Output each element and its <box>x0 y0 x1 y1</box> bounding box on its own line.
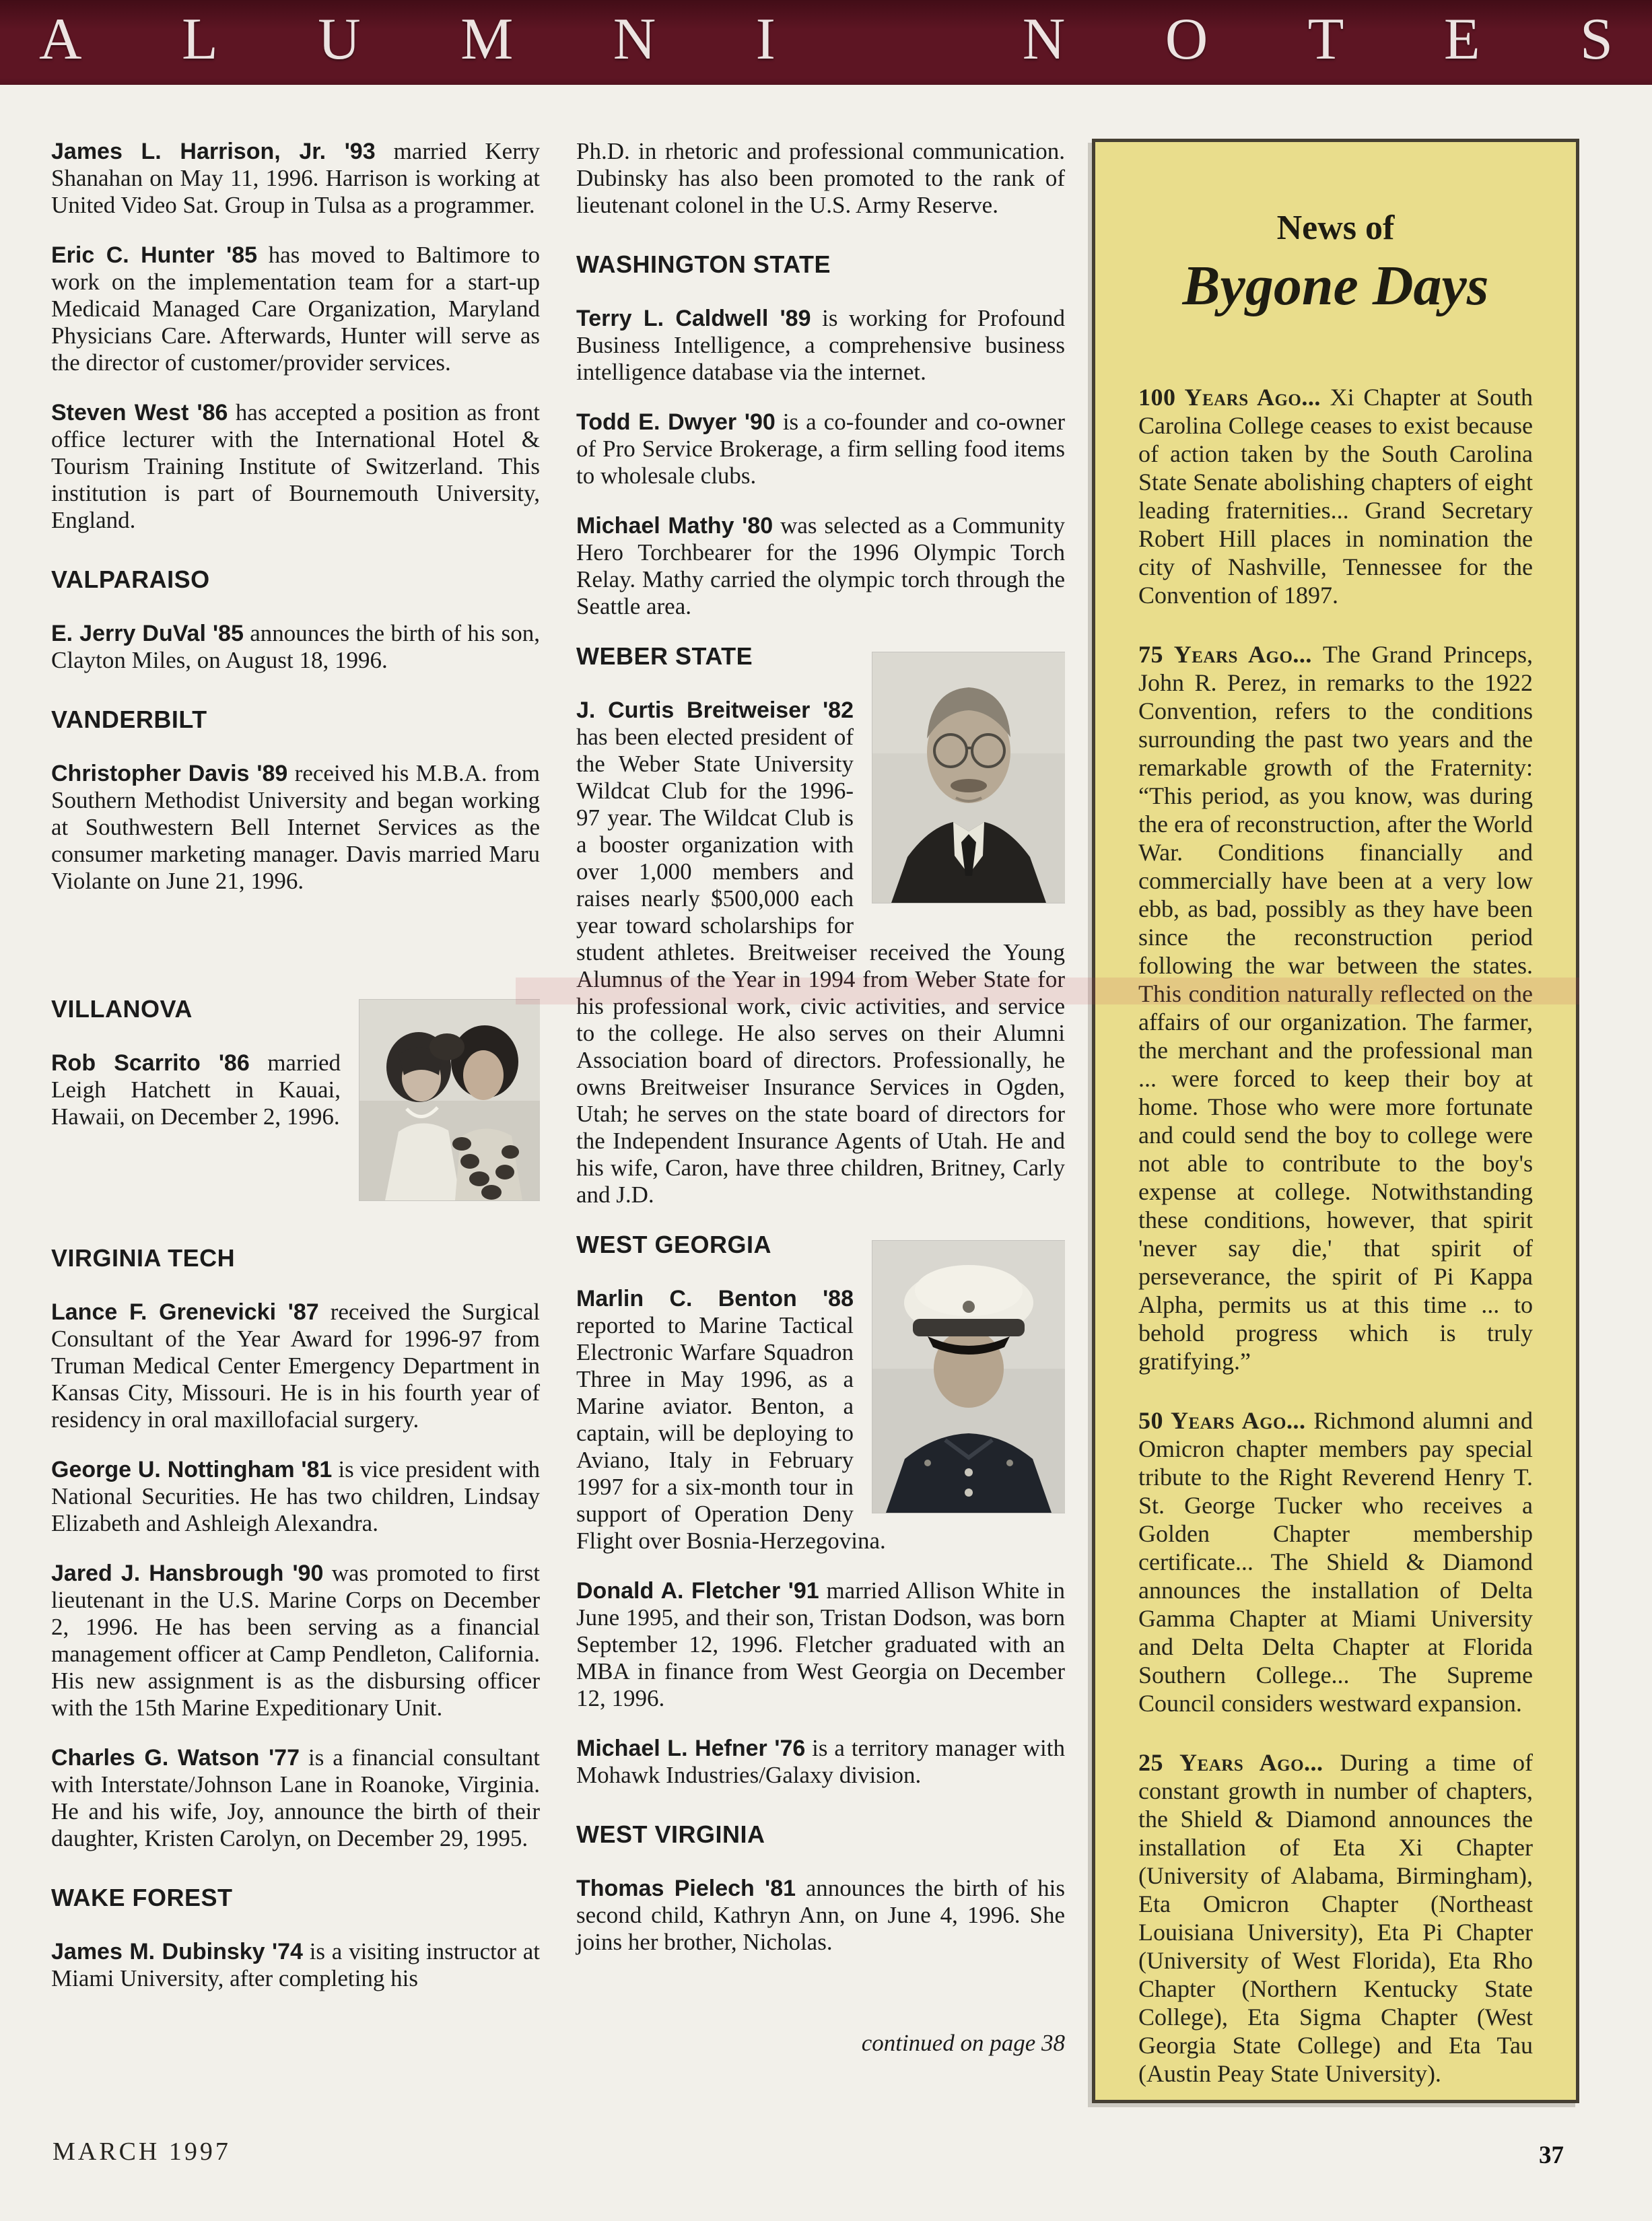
entry-text: reported to Marine Tactical Electronic Warfare Squadron Three in May 1996, as a Marine aviator. Benton, a captain, will be deploying to Aviano, Italy in February 1997 for a six-month tour in support of Operation Deny Flight over Bosnia-Herzegovina. <box>576 1312 886 1554</box>
news-of-bygone-days-box <box>1092 139 1579 2103</box>
masthead-letter: N <box>613 7 656 72</box>
alumni-entry <box>576 1875 1065 1956</box>
alumni-entry <box>51 1560 540 1721</box>
entry-text: received his M.B.A. from Southern Methodist University and began working at Southwestern Bell Internet Services as the consumer marketing manager. Davis married Maru Violante on June 21, 1996. <box>51 760 541 894</box>
bygone-lead: 25 Years Ago... <box>1138 1749 1323 1776</box>
entry-text: was promoted to first lieutenant in the U.S. Marine Corps on December 2, 1996. He has been serving as a financial management officer at Camp Pendleton, California. His new assignment is as the disbursing officer with the 15th Marine Expeditionary Unit. <box>51 1560 540 1721</box>
alumni-entry <box>51 242 540 376</box>
alumni-entry <box>51 760 540 895</box>
alumnus-name: Terry L. Caldwell '89 <box>576 306 811 331</box>
entry-text: announces the birth of his son, Clayton Miles, on August 18, 1996. <box>51 620 540 673</box>
alumnus-name: Marlin C. Benton '88 <box>576 1286 854 1311</box>
alumnus-name: Steven West '86 <box>51 400 228 425</box>
alumni-entry <box>576 1577 1065 1712</box>
entry-text: announces the birth of his second child, Kathryn Ann, on June 4, 1996. She joins her brother, Nicholas. <box>576 1875 1065 1955</box>
alumni-entry <box>51 1299 540 1433</box>
entry-text: was selected as a Community Hero Torchbearer for the 1996 Olympic Torch Relay. Mathy carried the olympic torch through the Seattle area. <box>576 512 1065 619</box>
alumnus-name: George U. Nottingham '81 <box>51 1457 333 1482</box>
entry-text: married Leigh Hatchett in Kauai, Hawaii, on December 2, 1996. <box>51 1050 341 1130</box>
chapter-heading-washington-state: WASHINGTON STATE <box>576 250 831 278</box>
villanova-section <box>51 996 540 1212</box>
masthead-letter: A <box>39 7 82 72</box>
alumni-entry <box>51 620 540 674</box>
page-number: 37 <box>1539 2142 1564 2169</box>
entry-text: is vice president with National Securities. He has two children, Lindsay Elizabeth and Ashleigh Alexandra. <box>51 1456 541 1536</box>
entry-text: is a financial consultant with Interstate/Johnson Lane in Roanoke, Virginia. He and his wife, Joy, announce the birth of their daughter, Kristen Carolyn, on December 29, 1995. <box>51 1744 541 1851</box>
column-1 <box>51 138 540 2015</box>
bygone-lead: 75 Years Ago... <box>1138 641 1312 668</box>
bygone-text: The Grand Princeps, John R. Perez, in remarks to the 1922 Convention, refers to the conditions surrounding the past two years and the remarkable growth of the Fraternity: “This period, as you know, was during the era of reconstruction, after the World War. Conditions financially and commercially have been at a very low ebb, as bad, possibly as they have been since the reconstruction period following the war between the states. This condition naturally reflected on the affairs of our organization. The farmer, the merchant and the professional man ... were forced to keep their boy at home. Those who were more fortunate and could send the boy to college were not able to contribute to the boy's expense at college. Notwithstanding these conditions, however, that spirit 'never say die,' that spirit of perseverance, the spirit of Pi Kappa Alpha, permits us at this time ... to behold progress which is truly gratifying.” <box>1138 641 1533 1375</box>
bygone-lead: 50 Years Ago... <box>1138 1407 1306 1434</box>
chapter-heading-virginia-tech: VIRGINIA TECH <box>51 1244 236 1272</box>
alumni-entry <box>51 1456 540 1537</box>
entry-text: married Kerry Shanahan on May 11, 1996. Harrison is working at United Video Sat. Group in Tulsa as a programmer. <box>51 138 541 218</box>
alumnus-name: J. Curtis Breitweiser '82 <box>576 697 854 723</box>
alumni-entry <box>51 1744 540 1852</box>
alumnus-name: James L. Harrison, Jr. '93 <box>51 139 376 164</box>
chapter-heading-west-virginia: WEST VIRGINIA <box>576 1820 765 1848</box>
bygone-text: Xi Chapter at South Carolina College ceases to exist because of action taken by the South Carolina State Senate abolishing chapters of eight leading fraternities... Grand Secretary Robert Hill places in nomination the city of Nashville, Tennessee for the Convention of 1897. <box>1138 384 1533 609</box>
bygone-entry-50-years <box>1138 1406 1533 1717</box>
wedding-couple-photo <box>359 1000 540 1200</box>
entry-text: is working for Profound Business Intelligence, a comprehensive business intelligence database via the internet. <box>576 305 1065 385</box>
entry-text: has accepted a position as front office lecturer with the International Hotel & Tourism Training Institute of Switzerland. This institution is part of Bournemouth University, England. <box>51 399 540 533</box>
chapter-heading-wake-forest: WAKE FOREST <box>51 1884 233 1911</box>
alumnus-name: James M. Dubinsky '74 <box>51 1939 303 1964</box>
entry-text: is a territory manager with Mohawk Industries/Galaxy division. <box>576 1735 1065 1788</box>
continued-paragraph <box>576 138 1065 219</box>
box-title-line2: Bygone Days <box>1182 254 1489 317</box>
alumni-entry <box>51 138 540 219</box>
alumni-entry <box>576 409 1065 489</box>
bygone-text: Richmond alumni and Omicron chapter members pay special tribute to the Right Reverend Henry T. St. George Tucker who receives a Golden Chapter membership certificate... The Shield & Diamond announces the installation of Delta Gamma Chapter at Miami University and Delta Delta Chapter at Florida Southern College... The Supreme Council considers westward expansion. <box>1138 1407 1533 1717</box>
alumni-entry <box>576 512 1065 620</box>
alumni-entry <box>576 305 1065 386</box>
entry-text: received the Surgical Consultant of the Year Award for 1996-97 from Truman Medical Center Emergency Department in Kansas City, Missouri. He is in his fourth year of residency in oral maxillofacial surgery. <box>51 1299 541 1433</box>
entry-text: married Allison White in June 1995, and their son, Tristan Dodson, was born September 12, 1996. Fletcher graduated with an MBA in finance from West Georgia on December 12, 1996. <box>576 1577 1066 1711</box>
masthead-letter: M <box>460 7 514 72</box>
bygone-entry-100-years <box>1138 383 1533 609</box>
alumnus-name: Todd E. Dwyer '90 <box>576 409 776 435</box>
box-title-line1: News of <box>1276 209 1395 247</box>
column-2 <box>576 138 1065 2080</box>
alumnus-name: Michael L. Hefner '76 <box>576 1736 806 1761</box>
masthead-letter: N <box>1022 7 1066 72</box>
masthead-letter: S <box>1579 7 1613 72</box>
alumnus-name: Christopher Davis '89 <box>51 761 288 786</box>
alumnus-name: E. Jerry DuVal '85 <box>51 621 244 646</box>
entry-text: is a visiting instructor at Miami University, after completing his <box>51 1938 541 1991</box>
masthead-letter: U <box>318 7 361 72</box>
alumnus-name: Charles G. Watson '77 <box>51 1745 300 1771</box>
entry-text: has been elected president of the Weber State University Wildcat Club for the 1996-97 year. The Wildcat Club is a booster organization with over 1,000 members and raises nearly $500,000 each year toward scholarships for student athletes. Breitweiser received the Young Alumnus of the Year in 1994 from Weber State for his professional work, civic activities, and service to the college. He also serves on their Alumni Association board of directors. Professionally, he owns Breitweiser Insurance Services in Ogden, Utah; he serves on the state board of directors for the Independent Insurance Agents of Utah. He and his wife, Caron, have three children, Britney, Carly and J.D. <box>576 724 1065 1208</box>
alumni-entry <box>576 1735 1065 1789</box>
weber-state-section <box>576 643 1065 1231</box>
bygone-entry-75-years <box>1138 640 1533 1375</box>
alumni-entry <box>51 399 540 534</box>
bygone-lead: 100 Years Ago... <box>1138 384 1321 411</box>
masthead-letter: E <box>1443 7 1480 72</box>
marine-officer-portrait-photo <box>872 1241 1065 1513</box>
chapter-heading-valparaiso: VALPARAISO <box>51 566 210 593</box>
alumnus-name: Rob Scarrito '86 <box>51 1050 250 1076</box>
masthead-letter: T <box>1307 7 1344 72</box>
masthead-letter: O <box>1165 7 1208 72</box>
chapter-heading-weber-state: WEBER STATE <box>576 643 753 670</box>
issue-date: MARCH 1997 <box>53 2138 231 2166</box>
masthead-letter: I <box>755 7 776 72</box>
alumnus-name: Michael Mathy '80 <box>576 513 773 539</box>
chapter-heading-vanderbilt: VANDERBILT <box>51 706 207 733</box>
continued-on-page-note: continued on page 38 <box>861 2030 1065 2056</box>
alumni-notes-masthead <box>0 0 1652 85</box>
breitweiser-portrait-photo <box>872 652 1065 903</box>
alumnus-name: Eric C. Hunter '85 <box>51 242 258 268</box>
alumnus-name: Lance F. Grenevicki '87 <box>51 1299 319 1325</box>
entry-text: Ph.D. in rhetoric and professional communication. Dubinsky has also been promoted to the rank of lieutenant colonel in the U.S. Army Reserve. <box>576 138 1065 218</box>
bygone-text: During a time of constant growth in number of chapters, the Shield & Diamond announces the installation of Eta Xi Chapter (University of Alabama, Birmingham), Eta Omicron Chapter (Northeast Louisiana University), Eta Pi Chapter (University of West Florida), Eta Rho Chapter (Northern Kentucky State College), Eta Sigma Chapter (West Georgia State College) and Eta Tau (Austin Peay State University). <box>1138 1749 1533 2087</box>
masthead-letter: L <box>181 7 218 72</box>
alumnus-name: Jared J. Hansbrough '90 <box>51 1561 324 1586</box>
west-georgia-section <box>576 1231 1065 1577</box>
alumnus-name: Thomas Pielech '81 <box>576 1876 796 1901</box>
bygone-entry-25-years <box>1138 1748 1533 2088</box>
entry-text: has moved to Baltimore to work on the implementation team for a start-up Medicaid Managed Care Organization, Maryland Physicians Care. Afterwards, Hunter will serve as the director of customer/provider services. <box>51 242 541 376</box>
chapter-heading-villanova: VILLANOVA <box>51 996 193 1023</box>
entry-text: is a co-founder and co-owner of Pro Service Brokerage, a firm selling food items to wholesale clubs. <box>576 409 1066 489</box>
alumnus-name: Donald A. Fletcher '91 <box>576 1578 819 1604</box>
alumni-entry <box>51 1938 540 1992</box>
chapter-heading-west-georgia: WEST GEORGIA <box>576 1231 772 1258</box>
